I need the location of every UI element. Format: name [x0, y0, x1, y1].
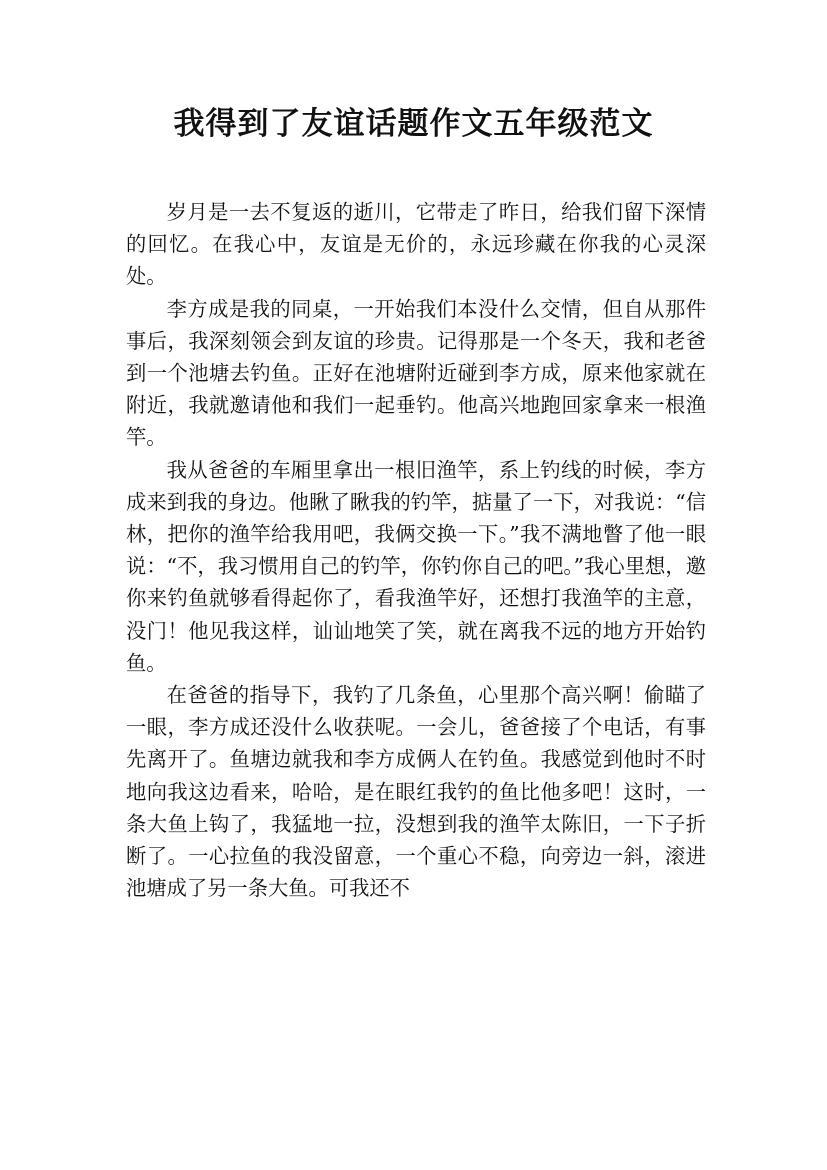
paragraph-1: 岁月是一去不复返的逝川，它带走了昨日，给我们留下深情的回忆。在我心中，友谊是无价的，永远珍藏在你我的心灵深处。: [126, 200, 706, 289]
paragraph-3: 我从爸爸的车厢里拿出一根旧渔竿，系上钓线的时候，李方成来到我的身边。他瞅了瞅我的钓竿，掂量了一下，对我说：“信林，把你的渔竿给我用吧，我俩交换一下。”我不满地瞥了他一眼说：“不，我习惯用自己的钓竿，你钓你自己的吧。”我心里想，邀你来钓鱼就够看得起你了，看我渔竿好，还想打我渔竿的主意，没门！他见我这样，讪讪地笑了笑，就在离我不远的地方开始钓鱼。: [126, 457, 706, 675]
document-title: 我得到了友谊话题作文五年级范文: [173, 106, 654, 142]
paragraph-4: 在爸爸的指导下，我钓了几条鱼，心里那个高兴啊！偷瞄了一眼，李方成还没什么收获呢。一会儿，爸爸接了个电话，有事先离开了。鱼塘边就我和李方成俩人在钓鱼。我感觉到他时不时地向我这边看来，哈哈，是在眼红我钓的鱼比他多吧！这时，一条大鱼上钩了，我猛地一拉，没想到我的渔竿太陈旧，一下子折断了。一心拉鱼的我没留意，一个重心不稳，向旁边一斜，滚进池塘成了另一条大鱼。可我还不: [126, 683, 706, 901]
paragraph-2: 李方成是我的同桌，一开始我们本没什么交情，但自从那件事后，我深刻领会到友谊的珍贵。记得那是一个冬天，我和老爸到一个池塘去钓鱼。正好在池塘附近碰到李方成，原来他家就在附近，我就邀请他和我们一起垂钓。他高兴地跑回家拿来一根渔竿。: [126, 296, 706, 450]
document-body: [126, 196, 706, 904]
